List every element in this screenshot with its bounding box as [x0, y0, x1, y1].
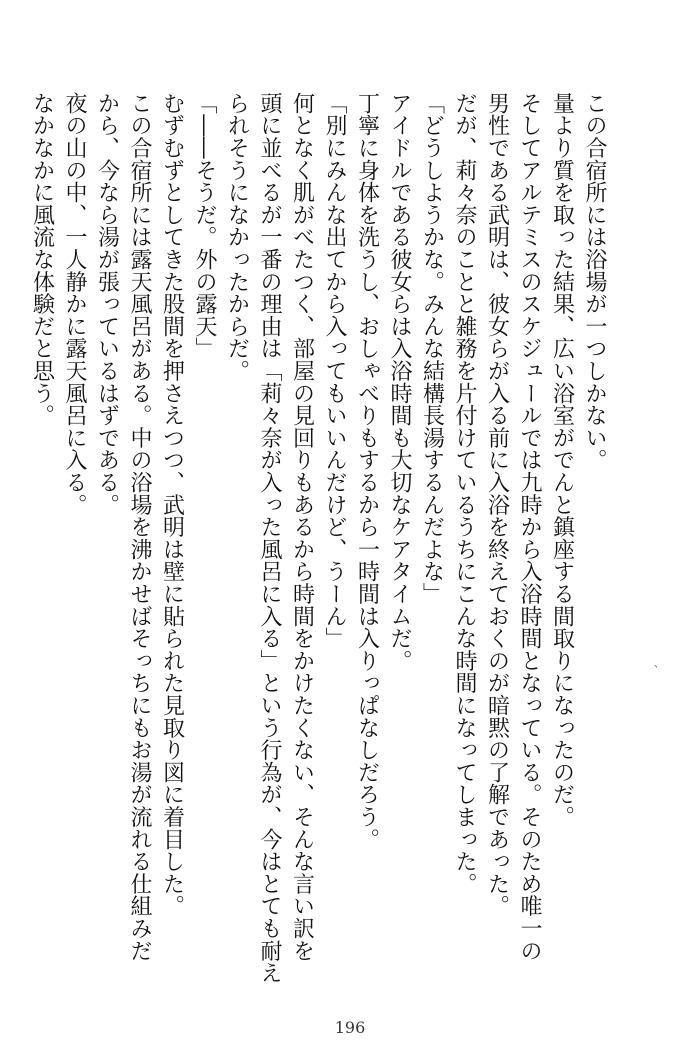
text-line: 「――そうだ。外の露天」: [192, 92, 217, 360]
text-line: 「別にみんな出てから入ってもいいんだけど、うーん」: [322, 92, 347, 650]
page-number: 196: [334, 1018, 366, 1037]
text-line: 量より質を取った結果、広い浴室がでんと鎮座する間取りになったのだ。: [549, 92, 575, 828]
text-line: そしてアルテミスのスケジュールでは九時から入浴時間となっている。そのため唯一の: [517, 92, 542, 962]
text-line: から、今なら湯が張っているはずである。: [94, 92, 120, 516]
text-line: られそうになかったからだ。: [224, 92, 250, 382]
text-line: 丁寧に身体を洗うし、おしゃべりもするから一時間は入りっぱなしだろう。: [354, 92, 380, 851]
text-line: 頭に並べるが一番の理由は「莉々奈が入った風呂に入る」という行為が、今はとても耐え: [257, 92, 282, 984]
stray-mark: 、: [654, 659, 664, 670]
text-line: 男性である武明は、彼女らが入る前に入浴を終えておくのが暗黙の了解であった。: [484, 92, 510, 918]
text-line: アイドルである彼女らは入浴時間も大切なケアタイムだ。: [387, 92, 412, 672]
text-line: 「どうしようかな。みんな結構長湯するんだよな」: [419, 92, 445, 605]
text-line: 夜の山の中、一人静かに露天風呂に入る。: [62, 92, 87, 516]
text-line: この合宿所には露天風呂がある。中の浴場を沸かせばそっちにもお湯が流れる仕組みだ: [127, 92, 152, 962]
text-line: 何となく肌がべたつく、部屋の見回りもあるから時間をかけたくない、そんな言い訳を: [289, 92, 315, 962]
text-line: だが、莉々奈のことと雑務を片付けているうちにこんな時間になってしまった。: [452, 92, 477, 895]
text-line: この合宿所には浴場が一つしかない。: [582, 92, 607, 472]
text-line: むずむずとしてきた股間を押さえつつ、武明は壁に貼られた見取り図に着目した。: [159, 92, 185, 918]
text-line: なかなかに風流な体験だと思う。: [30, 92, 55, 427]
vertical-text-body: [30, 92, 610, 992]
